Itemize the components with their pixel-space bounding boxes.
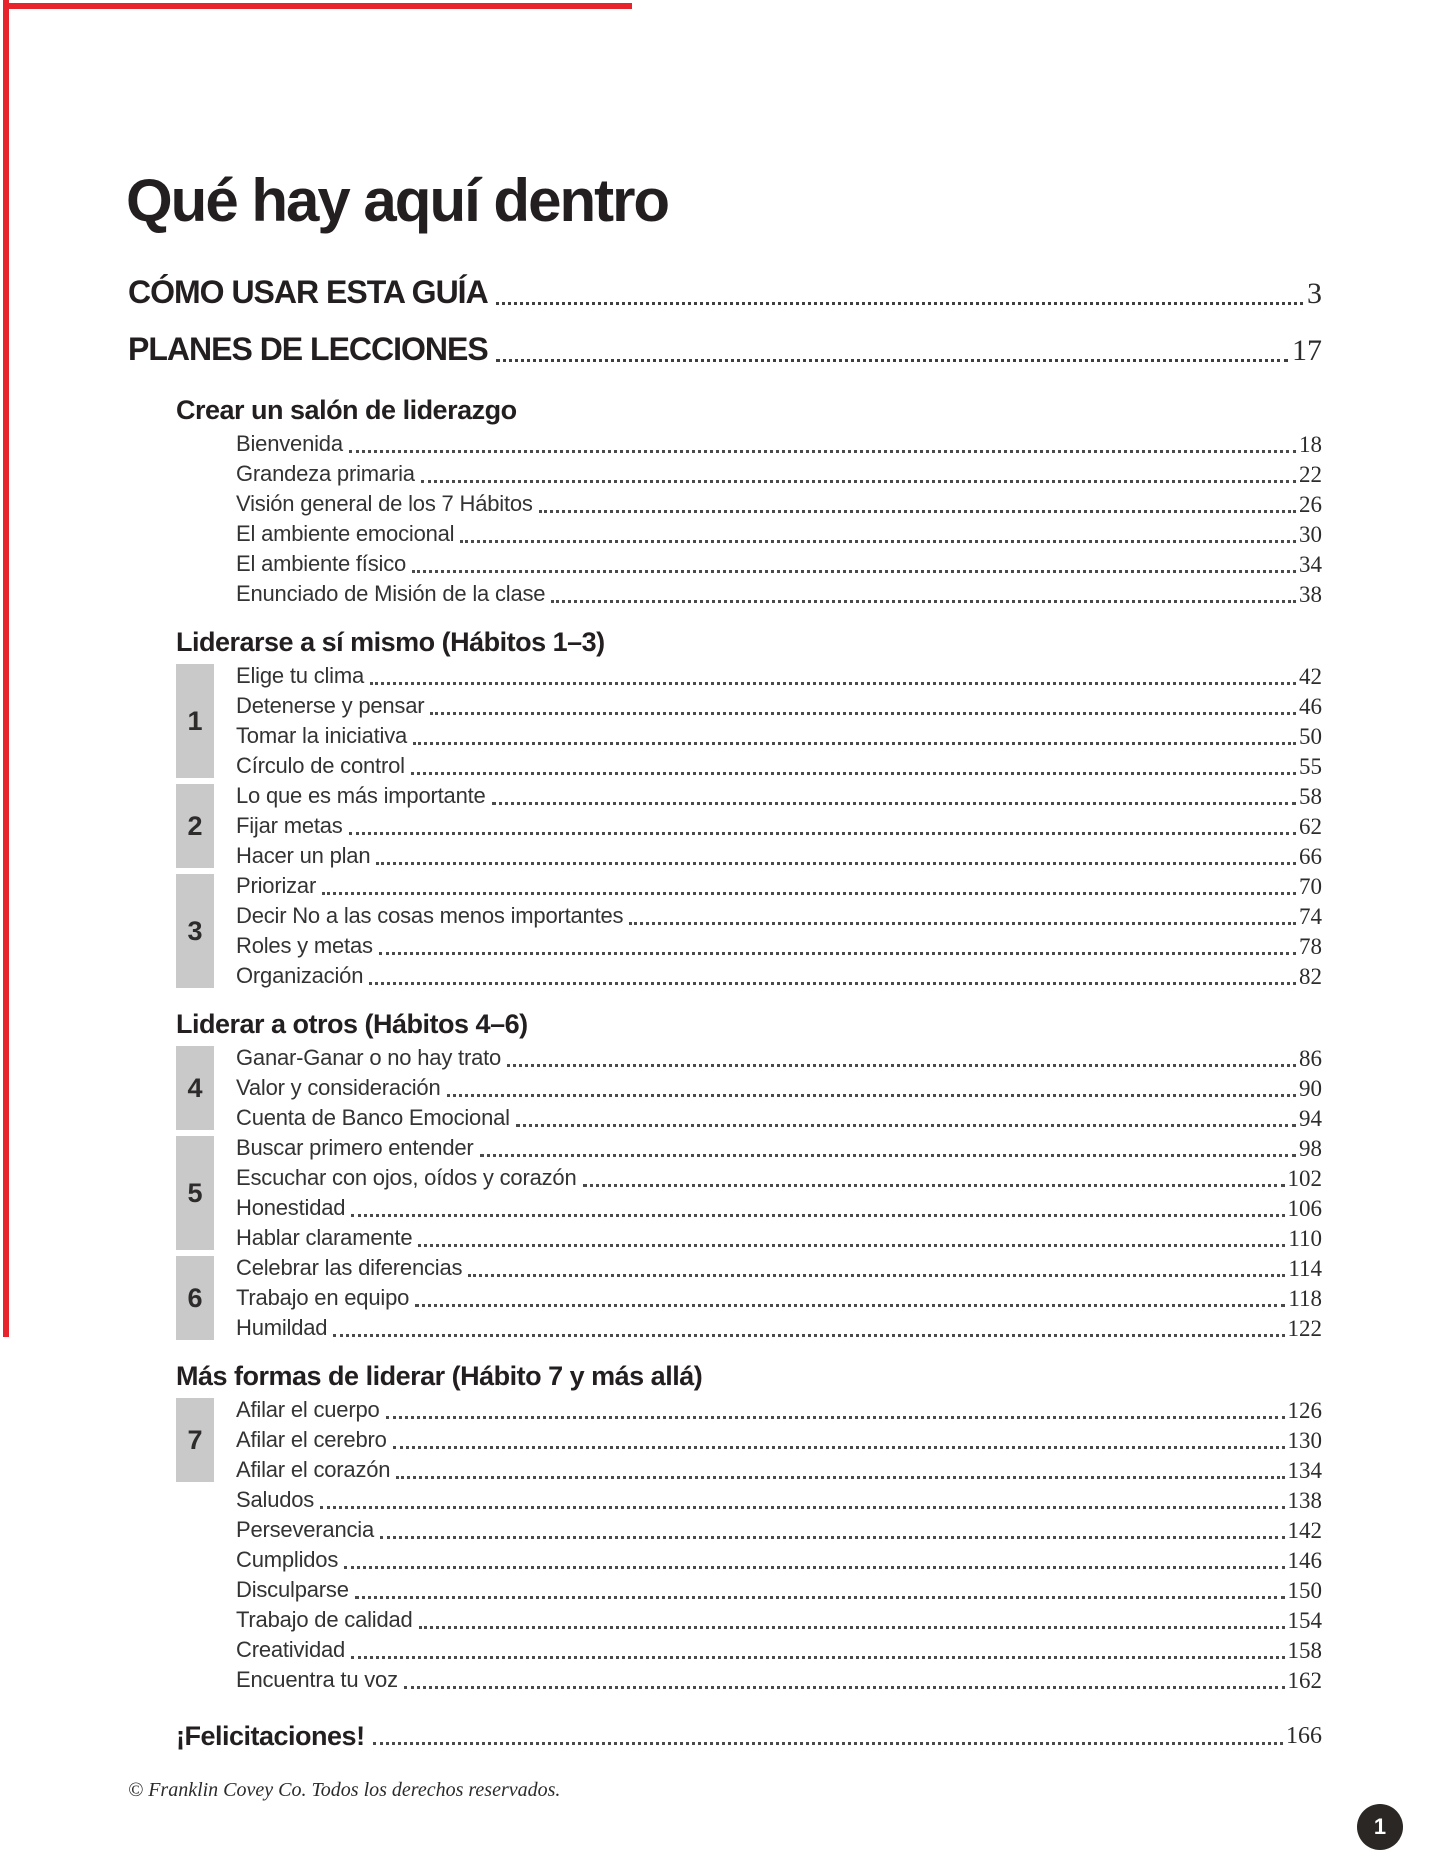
dot-leader bbox=[411, 772, 1296, 775]
toc-entry-label: Lo que es más importante bbox=[236, 783, 486, 808]
toc-entry-page: 138 bbox=[1287, 1488, 1322, 1513]
toc-entry-page: 126 bbox=[1287, 1398, 1322, 1423]
toc-entry bbox=[236, 579, 1322, 609]
dot-leader bbox=[351, 1656, 1284, 1659]
lesson-group bbox=[187, 1133, 1322, 1253]
toc-entry-page: 166 bbox=[1286, 1723, 1322, 1749]
toc-entry-page: 58 bbox=[1299, 784, 1322, 809]
toc-entry bbox=[236, 1043, 1322, 1073]
copyright-footer: © Franklin Covey Co. Todos los derechos reservados. bbox=[128, 1779, 561, 1801]
dot-leader bbox=[430, 712, 1296, 715]
dot-leader bbox=[418, 1244, 1285, 1247]
toc-entry-page: 22 bbox=[1299, 462, 1322, 487]
dot-leader bbox=[393, 1446, 1285, 1449]
toc-entry-label: Trabajo de calidad bbox=[236, 1607, 413, 1632]
toc-entry bbox=[236, 1515, 1322, 1545]
dot-leader bbox=[349, 832, 1296, 835]
toc-entry-label: PLANES DE LECCIONES bbox=[128, 331, 488, 367]
toc-entry-label: Valor y consideración bbox=[236, 1075, 441, 1100]
toc-entry-label: Hablar claramente bbox=[236, 1225, 413, 1250]
toc-entry-page: 158 bbox=[1287, 1638, 1322, 1663]
toc-entry bbox=[236, 549, 1322, 579]
toc-sections bbox=[0, 395, 1445, 1695]
dot-leader bbox=[380, 1536, 1284, 1539]
toc-entry-label: Afilar el corazón bbox=[236, 1457, 391, 1482]
toc-entry-page: 62 bbox=[1299, 814, 1322, 839]
toc-entry-page: 70 bbox=[1299, 874, 1322, 899]
dot-leader bbox=[468, 1274, 1285, 1277]
habit-number-badge: 6 bbox=[176, 1256, 214, 1340]
toc-entry-page: 118 bbox=[1288, 1286, 1322, 1311]
toc-entry bbox=[236, 459, 1322, 489]
dot-leader bbox=[507, 1064, 1296, 1067]
toc-entry-label: Cumplidos bbox=[236, 1547, 339, 1572]
habit-number-badge: 2 bbox=[176, 784, 214, 868]
section-heading: Liderar a otros (Hábitos 4–6) bbox=[176, 1009, 528, 1039]
toc-entry bbox=[236, 1133, 1322, 1163]
toc-entry bbox=[236, 1313, 1322, 1343]
dot-leader bbox=[415, 1304, 1285, 1307]
toc-entry-page: 55 bbox=[1299, 754, 1322, 779]
toc-entry-label: Humildad bbox=[236, 1315, 328, 1340]
toc-entry-page: 78 bbox=[1299, 934, 1322, 959]
toc-entry-label: Buscar primero entender bbox=[236, 1135, 474, 1160]
toc-entry-page: 134 bbox=[1287, 1458, 1322, 1483]
dot-leader bbox=[369, 982, 1296, 985]
toc-entry-label: Círculo de control bbox=[236, 753, 405, 778]
dot-leader bbox=[419, 1626, 1285, 1629]
toc-entry-label: Decir No a las cosas menos importantes bbox=[236, 903, 624, 928]
lesson-group bbox=[187, 871, 1322, 991]
toc-entry-page: 26 bbox=[1299, 492, 1322, 517]
toc-entry-label: Cuenta de Banco Emocional bbox=[236, 1105, 510, 1130]
toc-top-entries bbox=[128, 270, 1322, 371]
dot-leader bbox=[480, 1154, 1296, 1157]
toc-entry-page: 146 bbox=[1287, 1548, 1322, 1573]
toc-entry bbox=[236, 1545, 1322, 1575]
toc-entry-label: Grandeza primaria bbox=[236, 461, 415, 486]
toc-entry-label: Enunciado de Misión de la clase bbox=[236, 581, 546, 606]
toc-entry-label: Creatividad bbox=[236, 1637, 346, 1662]
habit-number-badge: 5 bbox=[176, 1136, 214, 1250]
toc-entry-page: 98 bbox=[1299, 1136, 1322, 1161]
toc-entry-page: 18 bbox=[1299, 432, 1322, 457]
toc-final-entry bbox=[176, 1718, 1322, 1752]
red-trim-left bbox=[3, 0, 9, 1337]
dot-leader bbox=[379, 952, 1296, 955]
toc-entry bbox=[236, 1253, 1322, 1283]
toc-entry-page: 50 bbox=[1299, 724, 1322, 749]
dot-leader bbox=[404, 1686, 1285, 1689]
dot-leader bbox=[396, 1476, 1284, 1479]
toc-entry-label: Roles y metas bbox=[236, 933, 373, 958]
toc-entry-page: 42 bbox=[1299, 664, 1322, 689]
dot-leader bbox=[373, 1742, 1283, 1745]
red-trim-top bbox=[3, 3, 632, 9]
toc-entry bbox=[236, 1193, 1322, 1223]
toc-entry-page: 162 bbox=[1287, 1668, 1322, 1693]
dot-leader bbox=[421, 480, 1296, 483]
toc-entry bbox=[128, 270, 1322, 314]
toc-entry-page: 142 bbox=[1287, 1518, 1322, 1543]
toc-entry-page: 34 bbox=[1299, 552, 1322, 577]
toc-entry bbox=[236, 1073, 1322, 1103]
toc-entry-page: 17 bbox=[1292, 334, 1322, 367]
toc-entry-page: 38 bbox=[1299, 582, 1322, 607]
toc-entry-label: Escuchar con ojos, oídos y corazón bbox=[236, 1165, 577, 1190]
toc-entry-page: 86 bbox=[1299, 1046, 1322, 1071]
toc-entry bbox=[236, 1485, 1322, 1515]
toc-entry bbox=[236, 1395, 1322, 1425]
toc-entry-page: 3 bbox=[1307, 277, 1322, 310]
toc-entry bbox=[236, 1605, 1322, 1635]
lesson-group bbox=[187, 781, 1322, 871]
toc-entry bbox=[236, 1635, 1322, 1665]
toc-entry-label: Celebrar las diferencias bbox=[236, 1255, 463, 1280]
dot-leader bbox=[492, 802, 1296, 805]
dot-leader bbox=[320, 1506, 1284, 1509]
toc-entry-page: 130 bbox=[1287, 1428, 1322, 1453]
habit-number-badge: 4 bbox=[176, 1046, 214, 1130]
toc-entry-label: Elige tu clima bbox=[236, 663, 365, 688]
toc-entry-page: 94 bbox=[1299, 1106, 1322, 1131]
toc-entry-label: Ganar-Ganar o no hay trato bbox=[236, 1045, 502, 1070]
toc-entry bbox=[236, 901, 1322, 931]
toc-entry-label: El ambiente emocional bbox=[236, 521, 455, 546]
toc-entry bbox=[236, 691, 1322, 721]
toc-entry bbox=[236, 721, 1322, 751]
lesson-group bbox=[187, 1253, 1322, 1343]
toc-entry-label: Tomar la iniciativa bbox=[236, 723, 408, 748]
toc-entry-page: 150 bbox=[1287, 1578, 1322, 1603]
habit-number-badge: 3 bbox=[176, 874, 214, 988]
lesson-group bbox=[236, 429, 1322, 609]
toc-entry bbox=[236, 1283, 1322, 1313]
toc-entry bbox=[236, 871, 1322, 901]
habit-number-badge: 1 bbox=[176, 664, 214, 778]
toc-entry-page: 66 bbox=[1299, 844, 1322, 869]
toc-entry bbox=[236, 1665, 1322, 1695]
toc-section bbox=[0, 395, 1445, 609]
lesson-group bbox=[187, 661, 1322, 781]
toc-entry-label: Afilar el cuerpo bbox=[236, 1397, 380, 1422]
toc-entry bbox=[236, 961, 1322, 991]
toc-entry-label: Bienvenida bbox=[236, 431, 343, 456]
section-heading: Más formas de liderar (Hábito 7 y más allá) bbox=[176, 1361, 703, 1391]
dot-leader bbox=[460, 540, 1296, 543]
toc-entry-label: Trabajo en equipo bbox=[236, 1285, 410, 1310]
dot-leader bbox=[413, 742, 1296, 745]
habit-number-badge: 7 bbox=[176, 1398, 214, 1482]
toc-entry-label: El ambiente físico bbox=[236, 551, 407, 576]
toc-entry-page: 114 bbox=[1288, 1256, 1322, 1281]
toc-entry-page: 82 bbox=[1299, 964, 1322, 989]
toc-entry bbox=[236, 841, 1322, 871]
toc-entry bbox=[236, 751, 1322, 781]
toc-entry bbox=[236, 489, 1322, 519]
toc-entry bbox=[128, 327, 1322, 371]
toc-entry-label: CÓMO USAR ESTA GUÍA bbox=[128, 274, 488, 310]
toc-entry-label: ¡Felicitaciones! bbox=[176, 1721, 365, 1751]
dot-leader bbox=[412, 570, 1296, 573]
section-heading: Crear un salón de liderazgo bbox=[176, 395, 517, 425]
toc-entry-page: 74 bbox=[1299, 904, 1322, 929]
toc-entry bbox=[236, 781, 1322, 811]
toc-entry-page: 30 bbox=[1299, 522, 1322, 547]
dot-leader bbox=[376, 862, 1296, 865]
toc-entry-label: Priorizar bbox=[236, 873, 317, 898]
toc-entry-page: 106 bbox=[1287, 1196, 1322, 1221]
dot-leader bbox=[551, 600, 1296, 603]
dot-leader bbox=[370, 682, 1296, 685]
toc-entry-page: 102 bbox=[1287, 1166, 1322, 1191]
toc-entry bbox=[236, 1575, 1322, 1605]
toc-entry-label: Hacer un plan bbox=[236, 843, 371, 868]
dot-leader bbox=[583, 1184, 1285, 1187]
toc-entry-page: 154 bbox=[1287, 1608, 1322, 1633]
dot-leader bbox=[386, 1416, 1285, 1419]
toc-entry-label: Saludos bbox=[236, 1487, 315, 1512]
toc-entry-page: 110 bbox=[1288, 1226, 1322, 1251]
toc-entry-label: Fijar metas bbox=[236, 813, 343, 838]
toc-entry bbox=[236, 1103, 1322, 1133]
toc-entry-label: Encuentra tu voz bbox=[236, 1667, 398, 1692]
page-title: Qué hay aquí dentro bbox=[126, 167, 669, 234]
toc-section bbox=[0, 627, 1445, 991]
toc-entry bbox=[236, 931, 1322, 961]
toc-section bbox=[0, 1361, 1445, 1695]
toc-entry-label: Visión general de los 7 Hábitos bbox=[236, 491, 533, 516]
toc-entry-label: Honestidad bbox=[236, 1195, 346, 1220]
dot-leader bbox=[355, 1596, 1285, 1599]
toc-entry-page: 122 bbox=[1287, 1316, 1322, 1341]
toc-section bbox=[0, 1009, 1445, 1343]
page-number-badge: 1 bbox=[1357, 1804, 1403, 1850]
dot-leader bbox=[349, 450, 1296, 453]
toc-entry-label: Perseverancia bbox=[236, 1517, 375, 1542]
dot-leader bbox=[496, 302, 1303, 305]
lesson-group bbox=[187, 1043, 1322, 1133]
dot-leader bbox=[496, 359, 1288, 362]
section-heading: Liderarse a sí mismo (Hábitos 1–3) bbox=[176, 627, 605, 657]
toc-entry bbox=[236, 1425, 1322, 1455]
toc-entry-page: 46 bbox=[1299, 694, 1322, 719]
toc-entry bbox=[236, 661, 1322, 691]
dot-leader bbox=[516, 1124, 1296, 1127]
dot-leader bbox=[344, 1566, 1284, 1569]
toc-entry bbox=[236, 519, 1322, 549]
toc-entry bbox=[236, 1223, 1322, 1253]
dot-leader bbox=[322, 892, 1296, 895]
toc-entry-label: Detenerse y pensar bbox=[236, 693, 425, 718]
toc-entry-label: Afilar el cerebro bbox=[236, 1427, 387, 1452]
lesson-group bbox=[236, 1485, 1322, 1695]
toc-entry bbox=[236, 1163, 1322, 1193]
dot-leader bbox=[351, 1214, 1284, 1217]
lesson-group bbox=[187, 1395, 1322, 1485]
dot-leader bbox=[447, 1094, 1297, 1097]
dot-leader bbox=[333, 1334, 1284, 1337]
toc-entry bbox=[236, 429, 1322, 459]
toc-entry-label: Organización bbox=[236, 963, 364, 988]
toc-entry-page: 90 bbox=[1299, 1076, 1322, 1101]
toc-entry-label: Disculparse bbox=[236, 1577, 349, 1602]
dot-leader bbox=[539, 510, 1296, 513]
toc-entry bbox=[236, 811, 1322, 841]
toc-entry bbox=[236, 1455, 1322, 1485]
dot-leader bbox=[629, 922, 1296, 925]
